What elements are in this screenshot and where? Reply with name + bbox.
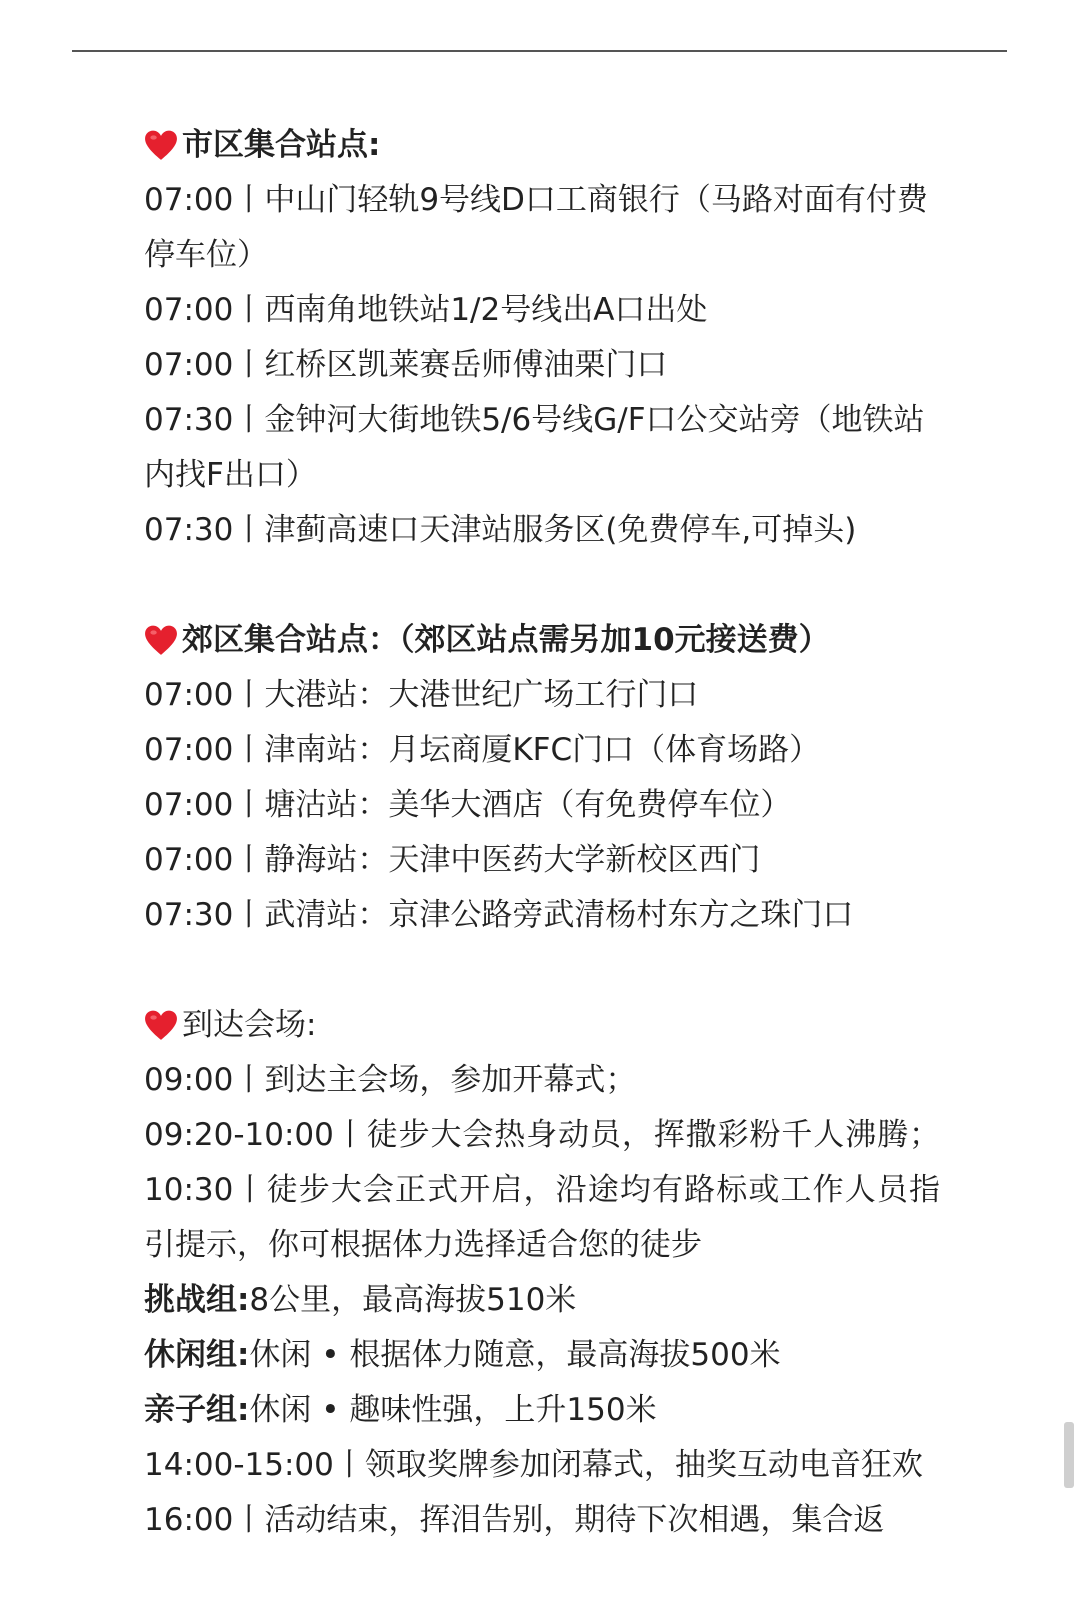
heart-icon — [144, 624, 178, 658]
list-item: 07:00丨津南站：月坛商厦KFC门口（体育场路） — [144, 732, 821, 768]
list-item: 07:30丨津蓟高速口天津站服务区(免费停车,可掉头) — [144, 512, 857, 548]
section-spacer — [144, 558, 940, 613]
arrival-section-title: 到达会场: — [182, 1007, 317, 1043]
scrollbar-handle[interactable] — [1064, 1422, 1074, 1488]
group-label: 亲子组: — [144, 1392, 250, 1428]
list-item: 07:00丨塘沽站：美华大酒店（有免费停车位） — [144, 787, 792, 823]
group-item — [144, 1328, 940, 1383]
group-text: 休闲 • 根据体力随意，最高海拔500米 — [249, 1337, 781, 1373]
schedule-line: 16:00丨活动结束，挥泪告别，期待下次相遇，集合返 — [144, 1502, 885, 1538]
arrival-section-heading — [144, 998, 940, 1053]
group-item — [144, 1273, 940, 1328]
list-item: 07:00丨静海站：天津中医药大学新校区西门 — [144, 842, 761, 878]
group-text: 休闲 • 趣味性强，上升150米 — [249, 1392, 657, 1428]
group-item — [144, 1383, 940, 1438]
schedule-line: 14:00-15:00丨领取奖牌参加闭幕式，抽奖互动电音狂欢 — [144, 1447, 923, 1483]
heart-icon — [144, 129, 178, 163]
schedule-line: 09:20-10:00丨徒步大会热身动员，挥撒彩粉千人沸腾；10:30丨徒步大会正式开启，沿途均有路标或工作人员指引提示，你可根据体力选择适合您的徒步 — [144, 1117, 940, 1263]
suburb-section-title: 郊区集合站点：（郊区站点需另加10元接送费） — [182, 622, 830, 658]
list-item: 07:00丨西南角地铁站1/2号线出A口出处 — [144, 292, 708, 328]
schedule-line: 09:00丨到达主会场，参加开幕式； — [144, 1062, 637, 1098]
group-label: 休闲组: — [144, 1337, 250, 1373]
list-item: 07:00丨红桥区凯莱赛岳师傅油栗门口 — [144, 347, 668, 383]
suburb-section-heading — [144, 613, 940, 668]
list-item: 07:00丨大港站：大港世纪广场工行门口 — [144, 677, 699, 713]
group-text: 8公里，最高海拔510米 — [249, 1282, 577, 1318]
top-divider — [72, 50, 1007, 52]
city-section-title: 市区集合站点: — [182, 127, 381, 163]
list-item: 07:30丨金钟河大街地铁5/6号线G/F口公交站旁（地铁站内找F出口） — [144, 402, 925, 493]
list-item: 07:00丨中山门轻轨9号线D口工商银行（马路对面有付费停车位） — [144, 182, 928, 273]
section-spacer — [144, 943, 940, 998]
group-label: 挑战组: — [144, 1282, 250, 1318]
article-content — [144, 118, 940, 1548]
heart-icon — [144, 1009, 178, 1043]
list-item: 07:30丨武清站：京津公路旁武清杨村东方之珠门口 — [144, 897, 854, 933]
city-section-heading — [144, 118, 940, 173]
